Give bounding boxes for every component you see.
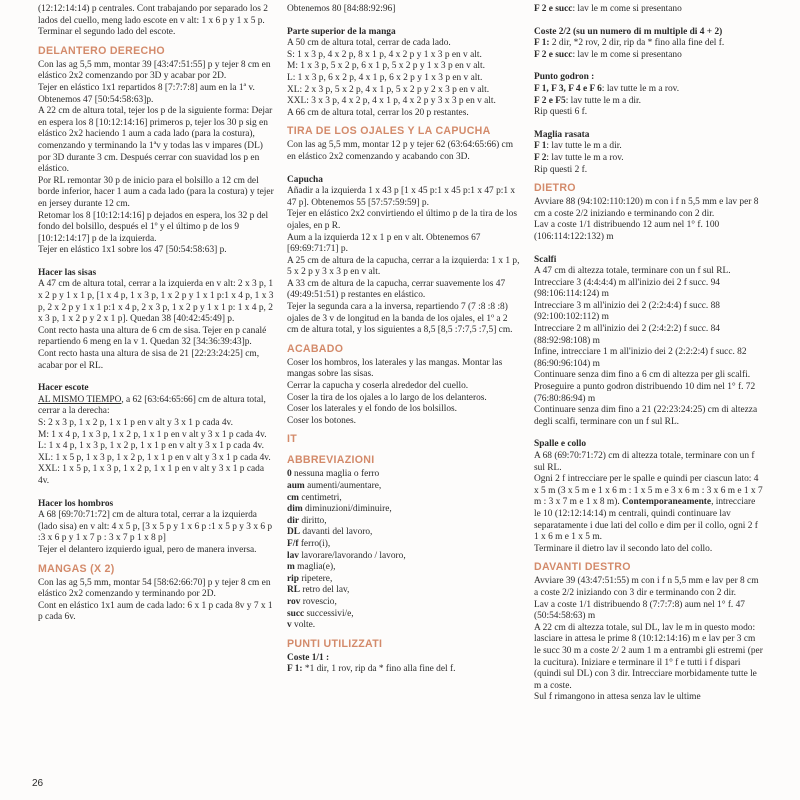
paragraph — [534, 96, 764, 108]
abbr-term: DL — [287, 527, 301, 538]
abbr-term: rip — [287, 573, 299, 584]
row-term: F 1: — [534, 38, 550, 49]
list-item — [287, 562, 521, 574]
row-term: F 2 e succ — [534, 49, 573, 60]
row-term: F 1, F 3, F 4 e F 6 — [534, 83, 602, 94]
paragraph: M: 1 x 4 p, 1 x 3 p, 1 x 2 p, 1 x 1 p en v alt y 3 x 1 p cada 4v. — [38, 429, 267, 440]
text: : lav tutte le m a rov. — [601, 83, 680, 94]
paragraph: Cerrar la capucha y coserla alrededor del cuello. — [287, 381, 469, 392]
paragraph — [534, 84, 764, 96]
list-item — [287, 585, 521, 597]
list-item — [287, 493, 521, 505]
abbreviation-list — [287, 469, 521, 631]
paragraph: Cont recto hasta una altura de sisa de 21 [22:23:24:25] cm, acabar por el RL. — [38, 349, 260, 371]
section-heading-punti-utilizzati: PUNTI UTILIZZATI — [287, 637, 383, 650]
paragraph: Infine, intrecciare 1 m all'inizio dei 2 (2:2:2:4) f succ. 82 (86:90:96:104) m — [534, 347, 747, 369]
paragraph: XL: 1 x 5 p, 1 x 3 p, 1 x 2 p, 1 x 1 p en v alt y 3 x 1 p cada 4v. — [38, 452, 271, 463]
paragraph: Retomar los 8 [10:12:14:16] p dejados en espera, los 32 p del fondo del bolsillo, después el 1º y el último p de los 9 [10:12:14:17] p de la izquierda. — [38, 210, 269, 244]
paragraph: Avviare 88 (94:102:110:120) m con i f n 5,5 mm e lav per 8 cm a coste 2/2 iniziando e terminando con 2 dir. — [534, 197, 759, 219]
list-item — [287, 551, 521, 563]
column-right — [534, 4, 764, 704]
subheading-sisas: Hacer las sisas — [38, 267, 97, 278]
paragraph — [534, 141, 764, 153]
section-heading-davanti-destro: DAVANTI DESTRO — [534, 561, 631, 574]
row-term: F 2 e succ — [534, 4, 573, 14]
abbr-def: lavorare/lavorando / lavoro, — [298, 550, 406, 561]
paragraph: Añadir a la izquierda 1 x 43 p [1 x 45 p:1 x 45 p:1 x 47 p:1 x 47 p]. Obtenemos 55 [57:57:59:59] p. — [287, 186, 516, 208]
list-item — [287, 516, 521, 528]
bold-text: Contemporaneamente — [622, 497, 712, 508]
paragraph: Sul f rimangono in attesa senza lav le ultime — [534, 692, 701, 703]
paragraph: A 66 cm de altura total, cerrar los 20 p restantes. — [287, 107, 469, 118]
paragraph: (12:12:14:14) p centrales. Cont trabajando por separado los 2 lados del cuello, meng lado escote en v alt: 1 x 6 p y 1 x 5 p. Terminar el segundo lado del escote. — [38, 4, 268, 38]
list-item — [287, 597, 521, 609]
text: , intrecciare le 10 (12:12:14:14) m centrali, quindi continuare lav separatamente i due lati del collo e dim per il collo, ogni 2 f 1 x 6 m e 1 x 5 m. — [534, 497, 758, 543]
paragraph — [287, 664, 521, 676]
paragraph: Coser la tira de los ojales a lo largo de los delanteros. — [287, 392, 487, 403]
paragraph: M: 1 x 3 p, 5 x 2 p, 6 x 1 p, 5 x 2 p y 1 x 3 p en v alt. — [287, 61, 485, 72]
paragraph: Continuare senza dim fino a 21 (22:23:24:25) cm di altezza degli scalfi, terminare con un f sul RL. — [534, 405, 758, 427]
abbr-def: ripetere, — [298, 573, 333, 584]
paragraph: XXL: 3 x 3 p, 4 x 2 p, 4 x 1 p, 4 x 2 p y 3 x 3 p en v alt. — [287, 96, 496, 107]
abbr-def: successivi/e, — [304, 608, 354, 619]
list-item — [287, 469, 521, 481]
paragraph: Rip questi 6 f. — [534, 107, 588, 118]
abbr-term: dir — [287, 515, 299, 526]
row-term: F 2 e F5 — [534, 95, 566, 106]
abbr-term: cm — [287, 492, 299, 503]
row-term: F 2 — [534, 152, 547, 163]
subheading-scalfi: Scalfi — [534, 254, 557, 265]
paragraph: Intrecciare 3 m all'inizio dei 2 (2:2:4:4) f succ. 88 (92:100:102:112) m — [534, 300, 720, 323]
paragraph: A 68 (69:70:71:72) cm di altezza totale, terminare con un f sul RL. — [534, 451, 755, 473]
subheading-maglia-rasata: Maglia rasata — [534, 129, 590, 140]
paragraph: Coser los hombros, los laterales y las mangas. Montar las mangas sobre las sisas. — [287, 357, 503, 380]
abbr-term: succ — [287, 608, 305, 619]
paragraph: Con las ag 5,5 mm, montar 54 [58:62:66:70] p y tejer 8 cm en elástico 2x2 comenzando y terminando por 2D. — [38, 577, 271, 600]
row-term: F 1: — [287, 664, 303, 675]
abbr-term: rov — [287, 596, 301, 607]
paragraph: A 22 cm de altura total, tejer los p de la siguiente forma: Dejar en espera los 8 [10:12:14:16] primeros p, tejer los 30 p sig en elástico 2x2 haciendo 1 aum a cada lado (para la costura), comenzando y terminando la 1ªv y todas las v impares (DL) por 3D durante 3 cm. Después cerrar con suavidad los p en elástico. — [38, 106, 273, 175]
abbr-def: volte. — [291, 620, 316, 631]
text: : lav tutte le m a rov. — [546, 152, 624, 163]
paragraph — [534, 38, 764, 50]
paragraph: A 50 cm de altura total, cerrar de cada lado. — [287, 38, 451, 49]
paragraph — [534, 474, 764, 544]
paragraph: Cont recto hasta una altura de 6 cm de sisa. Tejer en p canalé repartiendo 6 meng en la v 1. Quedan 32 [34:36:39:43]p. — [38, 325, 267, 348]
paragraph: Intrecciare 2 m all'inizio dei 2 (2:4:2:2) f succ. 84 (88:92:98:108) m — [534, 324, 720, 346]
abbr-def: retro del lav, — [300, 585, 350, 596]
abbr-def: aumenti/aumentare, — [304, 481, 382, 491]
page-number: 26 — [32, 778, 44, 789]
abbr-term: m — [287, 562, 295, 573]
text: : lav tutte le m a dir. — [546, 141, 622, 152]
paragraph — [534, 4, 764, 16]
paragraph: Por RL remontar 30 p de inicio para el bolsillo a 12 cm del borde inferior, hacer 1 aum a cada lado (para la costura) y tejer en jersey durante 12 cm. — [38, 175, 274, 209]
subheading-escote: Hacer escote — [38, 383, 89, 394]
list-item — [287, 539, 521, 551]
section-heading-abbreviazioni: ABBREVIAZIONI — [287, 454, 375, 467]
abbr-def: diritto, — [298, 515, 327, 526]
paragraph: Avviare 39 (43:47:51:55) m con i f n 5,5 mm e lav per 8 cm a coste 2/2 iniziando con 3 dir e terminando con 2 dir. — [534, 576, 759, 598]
paragraph: S: 2 x 3 p, 1 x 2 p, 1 x 1 p en v alt y 3 x 1 p cada 4v. — [38, 418, 233, 428]
paragraph: L: 1 x 4 p, 1 x 3 p, 1 x 2 p, 1 x 1 p en v alt y 3 x 1 p cada 4v. — [38, 441, 264, 452]
paragraph: Aum a la izquierda 12 x 1 p en v alt. Obtenemos 67 [69:69:71:71] p. — [287, 232, 481, 255]
abbr-def: centimetri, — [298, 492, 342, 503]
paragraph: Tejer el delantero izquierdo igual, pero de manera inversa. — [38, 544, 257, 555]
paragraph: Proseguire a punto godron distribuendo 10 dim nel 1° f. 72 (76:80:86:94) m — [534, 382, 756, 404]
paragraph: A 47 cm de altura total, cerrar a la izquierda en v alt: 2 x 3 p, 1 x 2 p y 1 x 1 p, [1 x 4 p, 1 x 3 p, 1 x 2 p y 1 x 1 p:1 x 4 p, 1 x 3 p, 2 x 2 p y 1 x 1 p:1 x 4 p, 2 x 3 p, 1 x 2 p y 1 x 1 p: 1 x 4 p, 2 x 3 p, 1 x 2 p y 2 x 1 p]. Quedan 38 [40:42:45:49] p. — [38, 279, 274, 325]
section-heading-acabado: ACABADO — [287, 342, 344, 355]
text: : lav tutte le m a dir. — [565, 95, 641, 106]
row-term: F 1 — [534, 141, 547, 152]
subheading-coste-1-1: Coste 1/1 : — [287, 652, 330, 663]
list-item — [287, 609, 521, 621]
list-item — [287, 620, 521, 632]
paragraph: L: 1 x 3 p, 6 x 2 p, 4 x 1 p, 6 x 2 p y 1 x 3 p en v alt. — [287, 72, 483, 83]
paragraph: A 47 cm di altezza totale, terminare con un f sul RL. — [534, 266, 731, 277]
paragraph: Coser los botones. — [287, 415, 357, 426]
paragraph: Lav a coste 1/1 distribuendo 8 (7:7:7:8) aum nel 1° f. 47 (50:54:58:63) m — [534, 599, 745, 622]
section-heading-dietro: DIETRO — [534, 182, 576, 195]
paragraph — [38, 395, 274, 418]
column-middle — [287, 4, 521, 676]
paragraph: Tejer en elástico 1x1 sobre los 47 [50:54:58:63] p. — [38, 245, 227, 256]
paragraph: Intrecciare 3 (4:4:4:4) m all'inizio dei 2 f succ. 94 (98:106:114:124) m — [534, 277, 720, 300]
paragraph: Con las ag 5,5 mm, montar 12 p y tejer 62 (63:64:65:66) cm en elástico 2x2 comenzando y acabando con 3D. — [287, 140, 514, 162]
list-item — [287, 574, 521, 586]
abbr-def: nessuna maglia o ferro — [291, 469, 380, 480]
abbr-term: dim — [287, 504, 303, 515]
abbr-def: rovescio, — [300, 596, 337, 607]
abbr-term: v — [287, 620, 292, 631]
subheading-punto-godron: Punto godron : — [534, 72, 595, 83]
list-item — [287, 504, 521, 516]
paragraph: Cont en elástico 1x1 aum de cada lado: 6 x 1 p cada 8v y 7 x 1 p cada 6v. — [38, 600, 273, 623]
paragraph — [534, 153, 764, 165]
paragraph: S: 1 x 3 p, 4 x 2 p, 8 x 1 p, 4 x 2 p y 1 x 3 p en v alt. — [287, 49, 482, 60]
subheading-parte-superior-manga: Parte superior de la manga — [287, 26, 396, 37]
paragraph: Coser los laterales y el fondo de los bolsillos. — [287, 404, 458, 415]
paragraph: XXL: 1 x 5 p, 1 x 3 p, 1 x 2 p, 1 x 1 p en v alt y 3 x 1 p cada 4v. — [38, 464, 265, 486]
list-item — [287, 481, 521, 493]
abbr-def: maglia(e), — [294, 562, 336, 573]
underlined-text: AL MISMO TIEMPO — [38, 394, 122, 405]
paragraph: Terminare il dietro lav il secondo lato del collo. — [534, 543, 713, 554]
abbr-def: diminuzioni/diminuire, — [302, 504, 392, 515]
subheading-hombros: Hacer los hombros — [38, 498, 114, 509]
paragraph: Tejer en elástico 1x1 repartidos 8 [7:7:7:8] aum en la 1ª v. Obtenemos 47 [50:54:58:63]p. — [38, 82, 255, 105]
paragraph: Rip questi 2 f. — [534, 164, 588, 175]
section-heading-tira-ojales: TIRA DE LOS OJALES Y LA CAPUCHA — [287, 125, 491, 138]
abbr-def: davanti del lavoro, — [300, 527, 373, 538]
text: , a 62 [63:64:65:66] cm de altura total, cerrar a la derecha: — [38, 394, 266, 417]
abbr-term: F/f — [287, 538, 299, 549]
subheading-spalle-collo: Spalle e collo — [534, 439, 587, 450]
section-heading-mangas: MANGAS (X 2) — [38, 562, 115, 575]
subheading-capucha: Capucha — [287, 174, 323, 185]
subheading-coste-2-2: Coste 2/2 (su un numero di m multiple di 4 + 2) — [534, 26, 723, 37]
abbr-term: 0 — [287, 469, 292, 480]
paragraph: Tejer la segunda cara a la inversa, repartiendo 7 (7 :8 :8 :8) ojales de 3 v de longitud en la banda de los ojales, el 1º a 2 cm de altura total, y los siguientes a 8,5 [8,5 :7:7,5 :7,5] cm. — [287, 302, 513, 336]
abbr-term: lav — [287, 550, 299, 561]
paragraph — [534, 50, 764, 62]
paragraph: Con las ag 5,5 mm, montar 39 [43:47:51:55] p y tejer 8 cm en elástico 2x2 comenzando por 3D y acabar por 2D. — [38, 59, 271, 82]
column-left — [38, 4, 274, 624]
abbr-term: aum — [287, 481, 305, 491]
text: : lav le m come si presentano — [572, 49, 682, 60]
text: : lav le m come si presentano — [572, 4, 682, 14]
section-heading-delantero-derecho: DELANTERO DERECHO — [38, 44, 165, 57]
abbr-def: ferro(i), — [298, 538, 331, 549]
paragraph: Obtenemos 80 [84:88:92:96] — [287, 4, 396, 14]
list-item — [287, 527, 521, 539]
paragraph: Tejer en elástico 2x2 convirtiendo el último p de la tira de los ojales, en p R. — [287, 209, 518, 231]
paragraph: XL: 2 x 3 p, 5 x 2 p, 4 x 1 p, 5 x 2 p y 2 x 3 p en v alt. — [287, 84, 490, 95]
text: *1 dir, 1 rov, rip da * fino alla fine del f. — [302, 664, 456, 675]
paragraph: A 33 cm de altura de la capucha, cerrar suavemente los 47 (49:49:51:51) p restantes en elástico. — [287, 278, 506, 301]
text: 2 dir, *2 rov, 2 dir, rip da * fino alla fine del f. — [549, 38, 725, 49]
paragraph: A 22 cm di altezza totale, sul DL, lav le m in questo modo: lasciare in attesa le prime 8 (10:12:14:16) m e lav per 3 cm le succ 30 m a coste 2/ 2 aum 1 m a entrambi gli estremi (per la cucitura). Iniziare e terminare il 1° f e tutti i f dispari (quindi sul DL) con 3 dir. Intrecciare morbidamente tutte le m a coste. — [534, 622, 763, 691]
section-heading-it: IT — [287, 433, 298, 446]
paragraph: A 68 [69:70:71:72] cm de altura total, cerrar a la izquierda (lado sisa) en v alt: 4 x 5 p, [3 x 5 p y 1 x 6 p :1 x 5 p y 3 x 6 p :3 x 6 p y 1 x 7 p : 3 x 7 p 1 x 8 p] — [38, 510, 273, 544]
paragraph: A 25 cm de altura de la capucha, cerrar a la izquierda: 1 x 1 p, 5 x 2 p y 3 x 3 p en v alt. — [287, 255, 520, 278]
paragraph: Lav a coste 1/1 distribuendo 12 aum nel 1° f. 100 (106:114:122:132) m — [534, 220, 720, 242]
text: Ogni 2 f intrecciare per le spalle e quindi per ciascun lato: 4 x 5 m (3 x 5 m e 1 x 6 m : 1 x 5 m e 3 x 6 m : 3 x 6 m e 1 x 7 m : 3 x 7 m e 1 x 8 m). — [534, 474, 763, 508]
abbr-term: RL — [287, 585, 301, 596]
paragraph: Continuare senza dim fino a 6 cm di altezza per gli scalfi. — [534, 370, 751, 381]
